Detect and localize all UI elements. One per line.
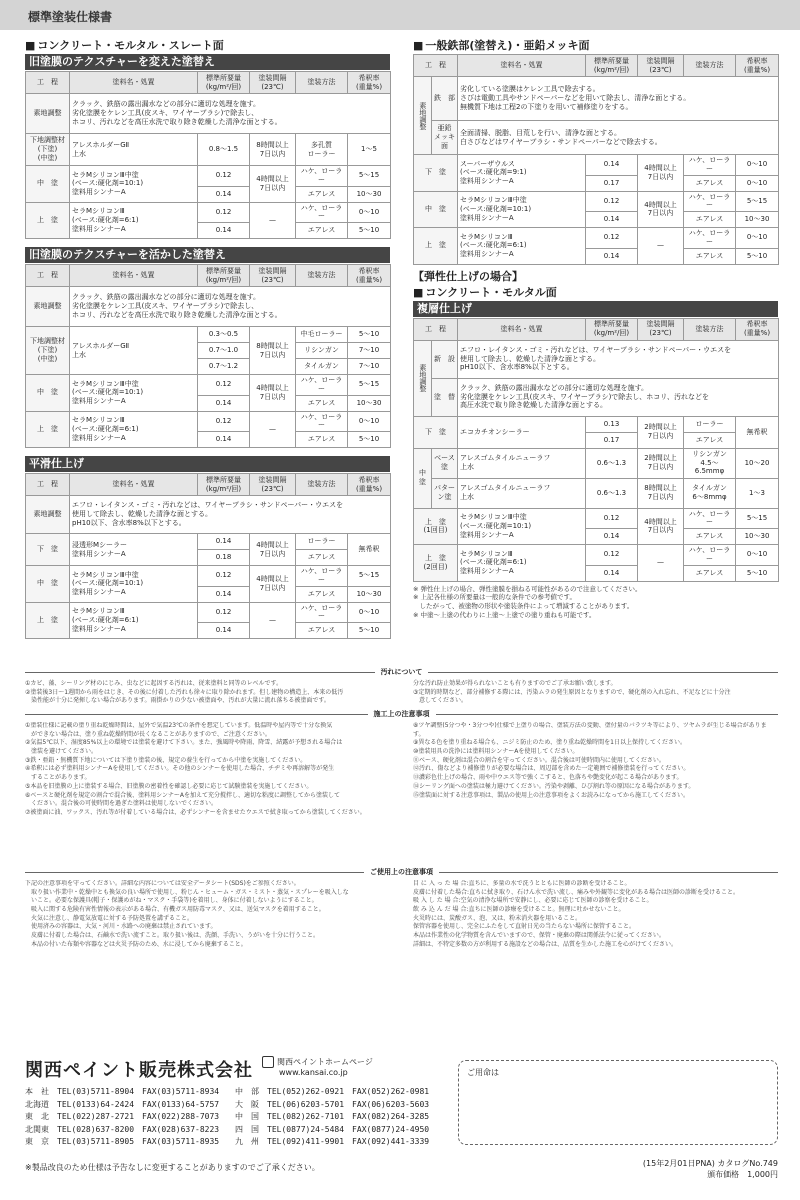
paint-name: アレスホルダーGⅡ 上水 — [70, 327, 198, 375]
th-kisyaku: 希釈率 (重量%) — [348, 265, 391, 287]
row-group-label: 中 塗 — [414, 448, 432, 508]
office-row — [25, 1099, 445, 1112]
paint-name: セラMシリコンⅢ中塗 (ベース:硬化剤=10:1) 塗料用シンナーA — [70, 375, 198, 412]
amount: 0.14 — [586, 565, 638, 581]
thinner: 10～30 — [348, 186, 391, 202]
stain-text-right: 分な汚れ防止効果が得られないことも有りますのでご了承お願い致します。 ③定期的時期など、部分補修する際には、汚染ムラの発生原因となりますので、硬化剤の入れ忘れ、不足などに十分注 意してください。 — [413, 680, 731, 705]
page-header — [0, 0, 800, 30]
row-label: 塗 替 — [432, 378, 458, 416]
method: エアレス — [684, 212, 736, 228]
th-koutei: 工 程 — [26, 265, 70, 287]
th-kankaku: 塗装間隔 (23℃) — [250, 474, 296, 496]
th-shoyou: 標準所要量 (kg/m²/回) — [198, 474, 250, 496]
method: ハケ、ローラー — [296, 375, 348, 396]
prep-text: エフロ・レイタンス・ゴミ・汚れなどは、ワイヤーブラシ・サンドペーパー・ウエスを 使用して除去し、乾燥した清浄な面とする。 pH10以下、含水率8%以下とする。 — [70, 496, 391, 534]
amount: 0.14 — [198, 586, 250, 602]
paint-name: アレスホルダーGⅡ 上水 — [70, 134, 198, 166]
homepage-url[interactable]: www.kansai.co.jp — [279, 1068, 348, 1077]
thinner: 5～15 — [348, 566, 391, 587]
th-koutei: 工 程 — [414, 318, 458, 340]
prep-text: エフロ・レイタンス・ゴミ・汚れなどは、ワイヤーブラシ・サンドペーパー・ウエスを 使用して除去し、乾燥した清浄な面とする。 pH10以下、含水率8%以下とする。 — [458, 340, 779, 378]
office-row — [25, 1136, 445, 1149]
right-t2-bar: 複層仕上げ — [413, 301, 778, 317]
prep-group-label: 素地調整 — [414, 77, 432, 155]
method: エアレス — [296, 586, 348, 602]
interval: — — [250, 411, 296, 448]
prep-text: クラック、鉄筋の露出漏水などの部分に適切な処理を施す。 劣化塗膜をケレン工具(皮スキ、ワイヤーブラシ)で除去し、 ホコリ、汚れなどを高圧水洗で取り除き乾燥した清浄な面とする。 — [70, 94, 391, 134]
method: ハケ、ローラー — [684, 508, 736, 529]
thinner: 10～30 — [348, 586, 391, 602]
interval: 8時間以上 7日以内 — [250, 327, 296, 375]
interval: 8時間以上 7日以内 — [250, 134, 296, 166]
th-houhou: 塗装方法 — [296, 265, 348, 287]
interval: 4時間以上 7日以内 — [638, 508, 684, 545]
th-koutei: 工 程 — [26, 474, 70, 496]
row-label: 下 塗 — [26, 534, 70, 566]
thinner: 5～10 — [348, 623, 391, 639]
amount: 0.13 — [586, 416, 638, 432]
th-koutei: 工 程 — [414, 55, 458, 77]
th-zairyou: 塗料名・処置 — [70, 474, 198, 496]
right-section-title: ■ 一般鉄部(塗替え)・亜鉛メッキ面 — [413, 38, 778, 54]
catalog-number: (15年2月01日PNA) カタログNo.749 — [642, 1159, 778, 1168]
office-row — [25, 1111, 445, 1124]
row-label: 新 設 — [432, 340, 458, 378]
amount: 0.14 — [586, 529, 638, 545]
catalog-info — [560, 1158, 778, 1180]
row-label: 下地調整材 (下塗) (中塗) — [26, 134, 70, 166]
homepage-label: 関西ペイントホームページ — [277, 1057, 373, 1067]
method: ハケ、ローラー — [296, 602, 348, 623]
caution-text-left: 下記の注意事項を守ってください。詳細な内容については安全データシート(SDS)をご参照ください。 取り扱い作業中・乾燥中とも換気の良い場所で使用し、粉じん・ヒューム・ガス・ミスト・蒸気・スプレーを吸入しな いこと。必要な保護具(帽子・保護めがね・マスク・手袋等)を着用し、身体に付着しないようにすること。 吸入に関する危険有害性情報の表示がある場合、有機ガス用防毒マスク、又は、送気マスクを着用すること。 火気に注意し、静電気放電に対する予防処置を講ずること。 使用済みの容器は、大気・河川・水路への廃棄は禁止されています。 皮膚に付着した場合は、石鹸水で洗い流すこと。取り扱い後は、洗顔、手洗い、うがいを十分に行うこと。 本品の付いた布類や容器などは火災予防のため、水に浸してから廃棄すること。 — [25, 880, 349, 948]
thinner: 10～20 — [736, 448, 779, 478]
amount: 0.14 — [198, 395, 250, 411]
work-text-right: ⑧ツヤ調整(5分つや・3分つや)仕様で上塗りの場合、塗装方法の変動、塗付量のバラツキ等により、ツヤムラが生じる場合があります。 ⑨異なる色を塗り重ねる場合も、ニジミ防止のため、塗り重ね乾燥時間を1日以上保持してください。 ⑩塗装用具の洗浄には塗料用シンナーAを使用してください。 ⑪ベース、硬化剤は混合の割合を守ってください。混合後は可使時間内に使用してください。 ⑫汚れ、傷などより補修塗りが必要な場合は、周辺部を含めた一定範囲で補修塗装を行ってください。 ⑬濃彩色仕上げの場合、雨や中ウエス等で強くこすると、色落ちや艶変化が起こる場合があります。 ⑭シーリング面への塗装は極力避けてください。汚染や剥離、ひび割れ等の原因になる場合があります。 ⑮塗装面に対する注意事項は、製品の使用上の注意事項をよくお読みになってから施工してください。 — [413, 722, 767, 799]
th-kisyaku: 希釈率 (重量%) — [348, 72, 391, 94]
prep-text: 全面清掃、脱脂、目荒しを行い、清浄な面とする。 白さびなどはワイヤーブラシ・サンドペーパーなどで除去する。 — [458, 121, 779, 155]
th-koutei: 工 程 — [26, 72, 70, 94]
paint-name: アレスゴムタイルニューラフ 上水 — [458, 478, 586, 508]
thinner: 5～10 — [736, 565, 779, 581]
amount: 0.12 — [198, 166, 250, 187]
method: エアレス — [684, 432, 736, 448]
th-shoyou: 標準所要量 (kg/m²/回) — [198, 72, 250, 94]
thinner: 0～10 — [348, 602, 391, 623]
thinner: 0～10 — [348, 202, 391, 223]
left-t2-bar: 旧塗膜のテクスチャーを活かした塗替え — [25, 247, 390, 263]
thinner: 0～10 — [736, 155, 779, 176]
row-label: 下 塗 — [414, 416, 458, 448]
stain-text-left: ①カビ、藻、シーリング材のにじみ、虫などに起因する汚れは、従来塗料と同等のレベルです。 ②塗装後3日～1週間から雨をはじき、その後に付着した汚れも徐々に取り除かれます。但し建物の構造上、本来の低汚 染性能が十分に発揮しない場合があります。雨掛かりの少ない被塗面や、汚れが大量に流れ落ちる被塗面です。 — [25, 680, 344, 705]
row-label: 下地調整材 (下塗) (中塗) — [26, 327, 70, 375]
amount: 0.14 — [198, 432, 250, 448]
left-section-title: ■ コンクリート・モルタル・スレート面 — [25, 38, 390, 54]
method: ローラー — [296, 534, 348, 550]
interval: 4時間以上 7日以内 — [250, 375, 296, 412]
method: ハケ、ローラー — [296, 566, 348, 587]
row-label: パターン塗 — [432, 478, 458, 508]
method: エアレス — [296, 623, 348, 639]
th-zairyou: 塗料名・処置 — [70, 265, 198, 287]
paint-name: エコカチオンシーラー — [458, 416, 586, 448]
contact-label: ご用命は — [467, 1068, 499, 1077]
company-name: 関西ペイント販売株式会社 — [25, 1060, 253, 1081]
left-t1-bar: 旧塗膜のテクスチャーを変えた塗替え — [25, 54, 390, 70]
method: エアレス — [296, 432, 348, 448]
office-entry: 中 国 TEL(082)262-7101 FAX(082)264-3285 — [235, 1112, 430, 1121]
office-entry: 四 国 TEL(0877)24-5484 FAX(0877)24-4950 — [235, 1124, 430, 1134]
row-label: 上 塗 — [414, 228, 458, 265]
thinner: 1～3 — [736, 478, 779, 508]
th-zairyou: 塗料名・処置 — [458, 55, 586, 77]
elastic-heading: 【弾性仕上げの場合】 — [413, 269, 523, 283]
thinner: 5～15 — [348, 166, 391, 187]
paint-name: セラMシリコンⅢ中塗 (ベース:硬化剤=10:1) 塗料用シンナーA — [458, 508, 586, 545]
contact-box — [458, 1060, 778, 1145]
method: ハケ、ローラー — [684, 228, 736, 249]
row-label: 素地調整 — [26, 496, 70, 534]
row-label: 中 塗 — [26, 566, 70, 603]
interval: — — [250, 602, 296, 639]
office-entry: 九 州 TEL(092)411-9901 FAX(092)441-3339 — [235, 1137, 430, 1146]
paint-name: セラMシリコンⅢ中塗 (ベース:硬化剤=10:1) 塗料用シンナーA — [70, 166, 198, 203]
amount: 0.12 — [586, 545, 638, 566]
thinner: 5～10 — [348, 327, 391, 343]
right-section-title-2: ■ コンクリート・モルタル面 — [413, 285, 778, 301]
method: エアレス — [684, 529, 736, 545]
amount: 0.12 — [198, 375, 250, 396]
thinner: 5～10 — [348, 432, 391, 448]
amount: 0.18 — [198, 550, 250, 566]
office-entry: 中 部 TEL(052)262-0921 FAX(052)262-0981 — [235, 1087, 430, 1096]
paint-name: セラMシリコンⅢ (ベース:硬化剤=6:1) 塗料用シンナーA — [458, 545, 586, 582]
left-column — [25, 38, 390, 639]
right-t1-table — [413, 54, 779, 265]
office-entry: 本 社 TEL(03)5711-8904 FAX(03)5711-8934 — [25, 1087, 220, 1096]
interval: — — [638, 228, 684, 265]
method: エアレス — [684, 248, 736, 264]
th-kankaku: 塗装間隔 (23℃) — [638, 318, 684, 340]
thinner: 0～10 — [736, 545, 779, 566]
prep-text: クラック、鉄筋の露出漏水などの部分に適切な処理を施す。 劣化塗膜をケレン工具(皮スキ、ワイヤーブラシ)で除去し、ホコリ、汚れなどを 高圧水洗で取り除き乾燥した清浄な面とする。 — [458, 378, 779, 416]
amount: 0.14 — [586, 212, 638, 228]
interval: 8時間以上 7日以内 — [638, 478, 684, 508]
row-label: ベース塗 — [432, 448, 458, 478]
method: ハケ、ローラー — [684, 155, 736, 176]
method: ハケ、ローラー — [684, 545, 736, 566]
th-kankaku: 塗装間隔 (23℃) — [638, 55, 684, 77]
interval: 4時間以上 7日以内 — [638, 155, 684, 192]
interval: — — [638, 545, 684, 582]
office-list — [25, 1086, 445, 1149]
price: 頒布価格 1,000円 — [707, 1170, 778, 1180]
amount: 0.6～1.3 — [586, 448, 638, 478]
method: エアレス — [296, 223, 348, 239]
method: 多孔質 ローラー — [296, 134, 348, 166]
paint-name: 浸透形Mシーラー 塗料用シンナーA — [70, 534, 198, 566]
amount: 0.17 — [586, 175, 638, 191]
interval: — — [250, 202, 296, 239]
th-kankaku: 塗装間隔 (23℃) — [250, 265, 296, 287]
row-label: 素地調整 — [26, 94, 70, 134]
method: エアレス — [684, 175, 736, 191]
method: リシンガン 4.5～6.5mmφ — [684, 448, 736, 478]
method: ローラー — [684, 416, 736, 432]
thinner: 0～10 — [736, 228, 779, 249]
row-label: 下 塗 — [414, 155, 458, 192]
method: ハケ、ローラー — [296, 202, 348, 223]
work-text-left: ①塗装仕様に記載の塗り重ね乾燥時間は、屋外で気温23℃の条件を想定しています。低温時や屋内等で十分な換気 ができない場合は、塗り重ね乾燥時間が長くなることがありますので、ご注意ください。 ②気温5℃以下、湿度85%以上の環境では塗装を避けて下さい。また、強風時や降雨、降雪、結露が予想される場合は 塗装を避けてください。 ③鉄・亜鉛・無機質下地については下塗り塗装の後、規定の養生を行ってから中塗を実施してください。 ④希釈には必ず塗料用シンナーAを使用してください。その他のシンナーを使用した場合、チヂミや再溶解等が発生 することがあります。 ⑤本品を旧塗膜の上に塗装する場合、旧塗膜の密着性を確認し必要に応じて試験塗装を実施してください。 ⑥ベースと硬化剤を規定の割合で混合後、塗料用シンナーAを加えて充分撹拌し、適切な粘度に調整してから塗装して ください。混合後の可使時間を過ぎた塗料は使用しないでください。 ⑦被塗面に油、ワックス、汚れ等が付着している場合は、必ずシンナーを含ませたウエスで拭き取ってから塗装してください。 — [25, 722, 366, 816]
row-label: 上 塗 — [26, 202, 70, 239]
method: ハケ、ローラー — [296, 166, 348, 187]
thinner: 10～30 — [348, 395, 391, 411]
row-label: 鉄 部 — [432, 77, 458, 121]
method: エアレス — [296, 550, 348, 566]
homepage-block — [262, 1056, 373, 1078]
amount: 0.12 — [198, 602, 250, 623]
thinner: 5～15 — [348, 375, 391, 396]
row-label: 亜鉛 メッキ面 — [432, 121, 458, 155]
left-t3-table — [25, 473, 391, 639]
interval: 4時間以上 7日以内 — [250, 534, 296, 566]
interval: 4時間以上 7日以内 — [250, 566, 296, 603]
amount: 0.17 — [586, 432, 638, 448]
th-houhou: 塗装方法 — [296, 474, 348, 496]
paint-name: セラMシリコンⅢ中塗 (ベース:硬化剤=10:1) 塗料用シンナーA — [458, 191, 586, 228]
row-label: 中 塗 — [414, 191, 458, 228]
thinner: 1～5 — [348, 134, 391, 166]
th-zairyou: 塗料名・処置 — [70, 72, 198, 94]
paint-name: スーパーザウルス (ベース:硬化剤=9:1) 塗料用シンナーA — [458, 155, 586, 192]
amount: 0.8～1.5 — [198, 134, 250, 166]
row-label: 中 塗 — [26, 166, 70, 203]
interval: 2時間以上 7日以内 — [638, 416, 684, 448]
amount: 0.7～1.0 — [198, 343, 250, 359]
method: ハケ、ローラー — [296, 411, 348, 432]
amount: 0.12 — [586, 508, 638, 529]
office-entry: 北関東 TEL(028)637-8200 FAX(028)637-8223 — [25, 1124, 220, 1134]
office-row — [25, 1124, 445, 1137]
th-shoyou: 標準所要量 (kg/m²/回) — [586, 55, 638, 77]
method: 中毛ローラー — [296, 327, 348, 343]
prep-text: 劣化している塗膜はケレン工具で除去する。 さびは電動工具やサンドペーパーなどを用いて除去し、清浄な面とする。 無機質下地は工程2の下塗りを用いて補修塗りをする。 — [458, 77, 779, 121]
amount: 0.14 — [198, 223, 250, 239]
amount: 0.12 — [586, 191, 638, 212]
amount: 0.14 — [198, 623, 250, 639]
interval: 4時間以上 7日以内 — [638, 191, 684, 228]
office-entry: 東 北 TEL(022)287-2721 FAX(022)288-7073 — [25, 1112, 220, 1121]
row-label: 素地調整 — [26, 287, 70, 327]
th-kankaku: 塗装間隔 (23℃) — [250, 72, 296, 94]
thinner: 0～10 — [736, 175, 779, 191]
amount: 0.14 — [586, 155, 638, 176]
paint-name: セラMシリコンⅢ (ベース:硬化剤=6:1) 塗料用シンナーA — [458, 228, 586, 265]
paint-name: アレスゴムタイルニューラフ 上水 — [458, 448, 586, 478]
amount: 0.12 — [198, 411, 250, 432]
th-houhou: 塗装方法 — [684, 318, 736, 340]
right-column — [413, 38, 778, 620]
method: タイルガン — [296, 359, 348, 375]
th-shoyou: 標準所要量 (kg/m²/回) — [198, 265, 250, 287]
method: リシンガン — [296, 343, 348, 359]
paint-name: セラMシリコンⅢ (ベース:硬化剤=6:1) 塗料用シンナーA — [70, 602, 198, 639]
amount: 0.12 — [586, 228, 638, 249]
thinner: 10～30 — [736, 212, 779, 228]
amount: 0.6～1.3 — [586, 478, 638, 508]
thinner: 10～30 — [736, 529, 779, 545]
th-houhou: 塗装方法 — [296, 72, 348, 94]
left-t2-table — [25, 264, 391, 448]
thinner: 5～15 — [736, 508, 779, 529]
office-entry: 北海道 TEL(0133)64-2424 FAX(0133)64-5757 — [25, 1099, 220, 1109]
amount: 0.14 — [198, 186, 250, 202]
amount: 0.3～0.5 — [198, 327, 250, 343]
method: エアレス — [296, 186, 348, 202]
left-t3-bar: 平滑仕上げ — [25, 456, 390, 472]
interval: 2時間以上 7日以内 — [638, 448, 684, 478]
caution-heading: ご使用上の注意事項 — [364, 868, 439, 876]
footnote: ※製品改良のため仕様は予告なしに変更することがありますのでご了承ください。 — [25, 1163, 320, 1172]
amount: 0.12 — [198, 202, 250, 223]
prep-group-label: 素地調整 — [414, 340, 432, 416]
row-label: 上 塗 — [26, 602, 70, 639]
method: エアレス — [296, 395, 348, 411]
thinner: 7～10 — [348, 343, 391, 359]
office-entry: 東 京 TEL(03)5711-8905 FAX(03)5711-8935 — [25, 1137, 220, 1146]
row-label: 上 塗 (2回目) — [414, 545, 458, 582]
amount: 0.12 — [198, 566, 250, 587]
row-label: 上 塗 (1回目) — [414, 508, 458, 545]
paint-name: セラMシリコンⅢ中塗 (ベース:硬化剤=10:1) 塗料用シンナーA — [70, 566, 198, 603]
row-label: 上 塗 — [26, 411, 70, 448]
th-kisyaku: 希釈率 (重量%) — [736, 318, 779, 340]
amount: 0.14 — [198, 534, 250, 550]
th-zairyou: 塗料名・処置 — [458, 318, 586, 340]
thinner: 無希釈 — [348, 534, 391, 566]
th-kisyaku: 希釈率 (重量%) — [736, 55, 779, 77]
stain-heading: 汚れについて — [375, 668, 429, 676]
prep-text: クラック、鉄筋の露出漏水などの部分に適切な処理を施す。 劣化塗膜をケレン工具(皮スキ、ワイヤーブラシ)で除去し、 ホコリ、汚れなどを高圧水洗で取り除き乾燥した清浄な面とする。 — [70, 287, 391, 327]
paint-name: セラMシリコンⅢ (ベース:硬化剤=6:1) 塗料用シンナーA — [70, 411, 198, 448]
interval: 4時間以上 7日以内 — [250, 166, 296, 203]
method: エアレス — [684, 565, 736, 581]
method: ハケ、ローラー — [684, 191, 736, 212]
th-shoyou: 標準所要量 (kg/m²/回) — [586, 318, 638, 340]
work-heading: 施工上の注意事項 — [368, 710, 436, 718]
left-t1-table — [25, 71, 391, 239]
office-entry: 大 阪 TEL(06)6203-5701 FAX(06)6203-5603 — [235, 1099, 430, 1109]
thinner: 5～10 — [736, 248, 779, 264]
homepage-icon — [262, 1056, 274, 1068]
thinner: 5～10 — [348, 223, 391, 239]
elastic-notes: ※ 弾性仕上げの場合、弾性塗膜を損ねる可能性があるので注意してください。 ※ 上記各仕様の所要量は一般的な条件での参考値です。 したがって、被塗物の形状や塗装条件によって増減することがあります。 ※ 中塗～上塗の代わりに上塗～上塗での塗り重ねも可能です。 — [413, 584, 642, 619]
row-label: 中 塗 — [26, 375, 70, 412]
caution-text-right: 目 に 入 っ た 場 合:直ちに、多量の水で洗うとともに医師の診断を受けること。 皮膚に付着した場合:直ちに拭き取り、石けん水で洗い流し、痛みや外観等に変化がある場合は医師の診断を受けること。 吸 入 し た 場 合:空気の清浄な場所で安静にし、必要に応じて医師の診察を受けること。 飲 み 込 ん だ 場 合:直ちに医師の診療を受けること。無理に吐かせないこと。 火災時には、炭酸ガス、泡、又は、粉末消火器を用いること。 保管容器を使用し、完全にふたをして直射日光の当たらない場所に保管すること。 本品は作業性の化学物質を含んでいますので、保管・廃棄の際は関係法令に従ってください。 詳細は、不特定多数の方が利用する施設などの場合は、品質を生かした施工を心がけてください。 — [413, 880, 740, 948]
thinner: 0～10 — [348, 411, 391, 432]
method: タイルガン 6～8mmφ — [684, 478, 736, 508]
right-t2-table — [413, 318, 779, 582]
th-kisyaku: 希釈率 (重量%) — [348, 474, 391, 496]
page-title: 標準塗装仕様書 — [28, 10, 113, 24]
amount: 0.7～1.2 — [198, 359, 250, 375]
paint-name: セラMシリコンⅢ (ベース:硬化剤=6:1) 塗料用シンナーA — [70, 202, 198, 239]
th-houhou: 塗装方法 — [684, 55, 736, 77]
thinner: 7～10 — [348, 359, 391, 375]
thinner: 5～15 — [736, 191, 779, 212]
amount: 0.14 — [586, 248, 638, 264]
office-row — [25, 1086, 445, 1099]
thinner: 無希釈 — [736, 416, 779, 448]
